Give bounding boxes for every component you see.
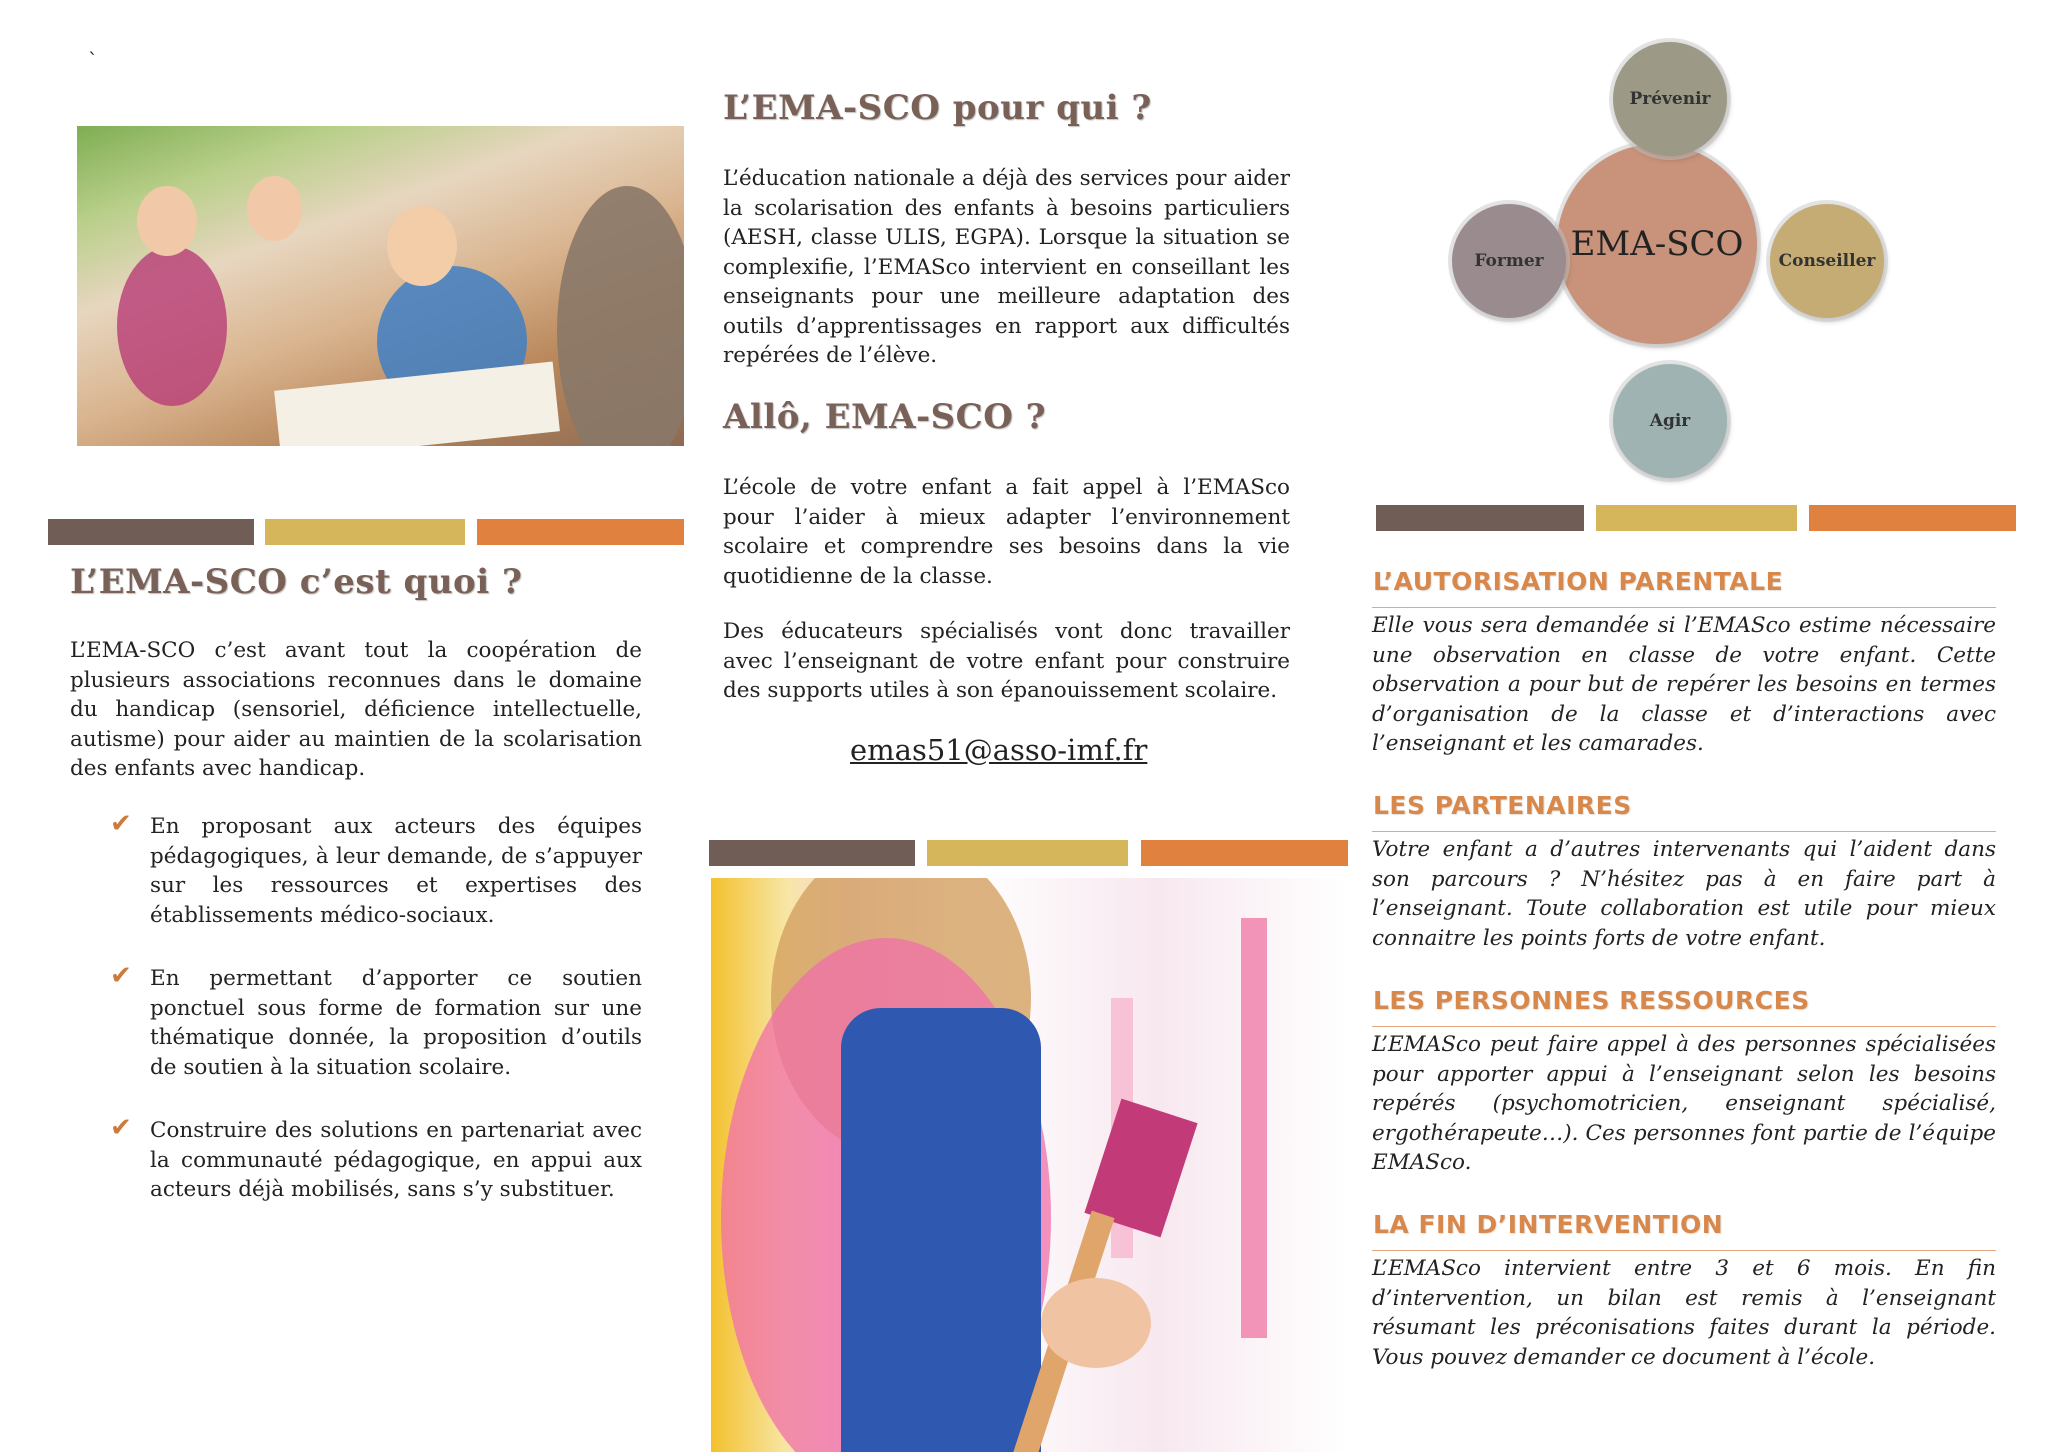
- ema-sco-diagram: [1440, 40, 1920, 490]
- email-link[interactable]: emas51@asso-imf.fr: [850, 733, 1148, 767]
- stripe-brown: [709, 840, 915, 866]
- stripe-orange: [1809, 505, 2016, 531]
- para-ema-sco-quoi: L’EMA-SCO c’est avant tout la coopération de plusieurs associations reconnues dans le domaine du handicap (sensoriel, déficience intellectuelle, autisme) pour aider au maintien de la scolarisation des enfants avec handicap.: [70, 638, 642, 781]
- diagram-bottom-label: Agir: [1649, 411, 1691, 431]
- child-paintbrush-photo: [711, 878, 1349, 1452]
- section-rule: [1372, 607, 1996, 608]
- classroom-photo: [77, 126, 684, 446]
- diagram-right-circle: [1770, 204, 1884, 318]
- bullet-text: En permettant d’apporter ce soutien ponctuel sous forme de formation sur une thématique donnée, la proposition d’outils de soutien à la situation scolaire.: [150, 966, 642, 1080]
- stray-mark: `: [88, 48, 98, 72]
- stripe-brown: [1376, 505, 1584, 531]
- diagram-right-label: Conseiller: [1778, 251, 1876, 271]
- section-title-fin-intervention: LA FIN D’INTERVENTION: [1373, 1210, 1724, 1239]
- diagram-center-circle: [1557, 144, 1757, 344]
- stripe-orange: [1141, 840, 1348, 866]
- title-allo-ema-sco: Allô, EMA-SCO ?: [723, 397, 1047, 437]
- list-item: [70, 961, 642, 1082]
- section-text-personnes-ressources: L’EMASco peut faire appel à des personnes spécialisées pour apporter appui à l’enseignant selon les besoins repérés (psychomotricien, enseignant spécialisé, ergothérapeute…). Ces personnes font partie de l’équipe EMASco.: [1372, 1032, 1996, 1175]
- check-icon: ✔: [110, 961, 132, 991]
- section-rule: [1372, 1250, 1996, 1251]
- section-text-autorisation: Elle vous sera demandée si l’EMASco estime nécessaire une observation en classe de votre enfant. Cette observation a pour but de repérer les besoins en termes d’organisation de la classe et d’interactions avec l’enseignant et les camarades.: [1372, 613, 1996, 756]
- section-text-partenaires: Votre enfant a d’autres intervenants qui l’aident dans son parcours ? N’hésitez pas à en faire part à l’enseignant. Toute collaboration est utile pour mieux connaitre les points forts de votre enfant.: [1372, 837, 1996, 951]
- section-title-autorisation: L’AUTORISATION PARENTALE: [1373, 567, 1784, 596]
- stripe-gold: [265, 519, 465, 545]
- stripe-orange: [477, 519, 684, 545]
- stripe-brown: [48, 519, 254, 545]
- diagram-top-circle: [1613, 42, 1727, 156]
- check-icon: ✔: [110, 1113, 132, 1143]
- para-allo-1: L’école de votre enfant a fait appel à l’EMASco pour l’aider à mieux adapter l’environnement scolaire et comprendre ses besoins dans la vie quotidienne de la classe.: [723, 475, 1290, 589]
- section-title-partenaires: LES PARTENAIRES: [1373, 791, 1632, 820]
- stripe-gold: [1596, 505, 1797, 531]
- diagram-left-circle: [1452, 204, 1566, 318]
- diagram-bottom-circle: [1613, 364, 1727, 478]
- title-ema-sco-quoi: L’EMA-SCO c’est quoi ?: [70, 562, 523, 602]
- bullet-text: En proposant aux acteurs des équipes pédagogiques, à leur demande, de s’appuyer sur les ressources et expertises des établissements médico-sociaux.: [150, 814, 642, 928]
- list-item: [70, 809, 642, 930]
- diagram-left-label: Former: [1474, 251, 1544, 271]
- section-text-fin-intervention: L’EMASco intervient entre 3 et 6 mois. En fin d’intervention, un bilan est remis à l’enseignant résumant les préconisations faites durant la période. Vous pouvez demander ce document à l’école.: [1372, 1256, 1996, 1370]
- title-ema-sco-pour-qui: L’EMA-SCO pour qui ?: [723, 88, 1152, 128]
- diagram-center-label: EMA-SCO: [1570, 224, 1744, 264]
- para-allo-2: Des éducateurs spécialisés vont donc travailler avec l’enseignant de votre enfant pour construire des supports utiles à son épanouissement scolaire.: [723, 619, 1290, 703]
- bullet-list: [70, 809, 642, 1239]
- section-rule: [1372, 1026, 1996, 1027]
- list-item: [70, 1113, 642, 1205]
- diagram-top-label: Prévenir: [1629, 89, 1711, 109]
- stripe-gold: [927, 840, 1128, 866]
- check-icon: ✔: [110, 809, 132, 839]
- section-title-personnes-ressources: LES PERSONNES RESSOURCES: [1373, 986, 1810, 1015]
- section-rule: [1372, 831, 1996, 832]
- para-ema-sco-pour-qui: L’éducation nationale a déjà des services pour aider la scolarisation des enfants à besoins particuliers (AESH, classe ULIS, EGPA). Lorsque la situation se complexifie, l’EMASco intervient en conseillant les enseignants pour une meilleure adaptation des outils d’apprentissages en rapport aux difficultés repérées de l’élève.: [723, 166, 1290, 368]
- bullet-text: Construire des solutions en partenariat avec la communauté pédagogique, en appui aux acteurs déjà mobilisés, sans s’y substituer.: [150, 1118, 642, 1202]
